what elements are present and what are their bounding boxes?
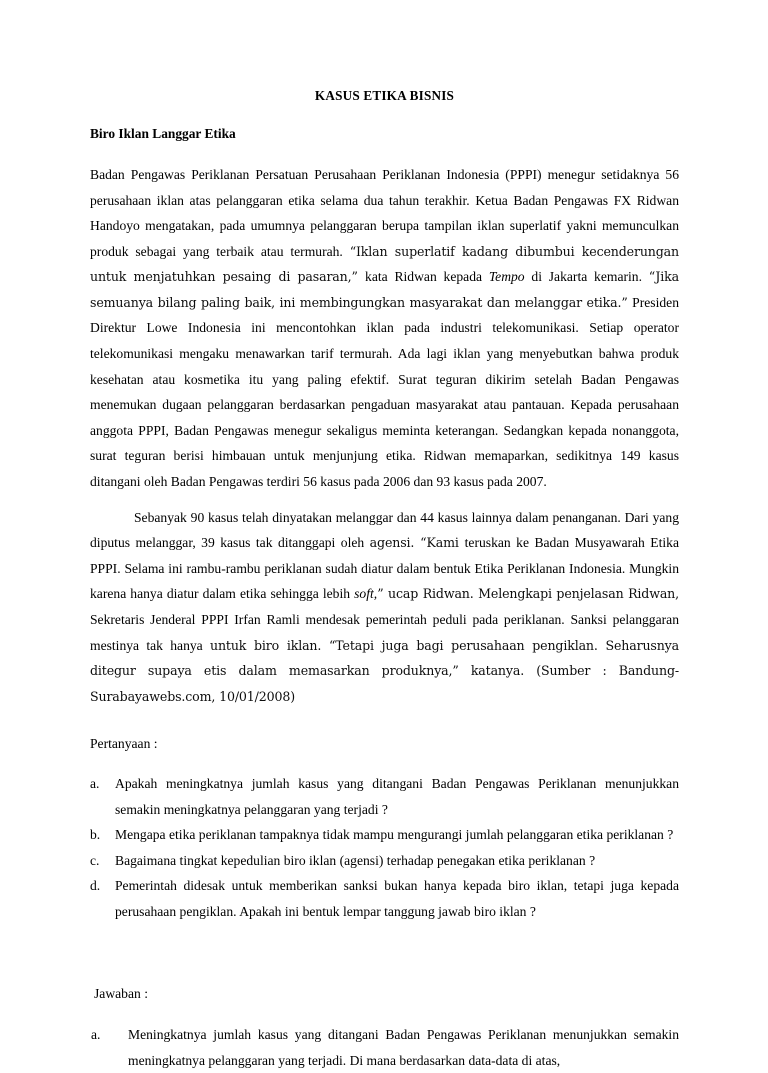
question-marker-c: c. xyxy=(90,852,100,868)
paragraph-2-run-7-source: untuk biro iklan. “Tetapi juga bagi perusahaan pengiklan. Seharusnya ditegur supaya etis dalam memasarkan produknya,” katanya. (Sumber : Bandung-Surabayawebs.com, 10/01/2008) xyxy=(90,637,680,704)
paragraph-1-quote-1: “Iklan superlatif kadang dibumbui kecenderungan untuk menjatuhkan pesaing di pasaran,” xyxy=(90,243,679,285)
question-marker-a: a. xyxy=(90,775,100,791)
answers-label: Jawaban : xyxy=(94,985,148,1001)
question-item-b xyxy=(90,822,679,848)
paragraph-1-run-5: di Jakarta kemarin. xyxy=(524,269,649,285)
answer-item-a xyxy=(90,1022,679,1073)
paragraph-1-run-3: kata Ridwan kepada xyxy=(365,269,489,285)
document-content xyxy=(90,88,679,1073)
question-text-d: Pemerintah didesak untuk memberikan sanksi bukan hanya kepada biro iklan, tetapi juga kepada perusahaan pengiklan. Apakah ini bentuk lempar tanggung jawab biro iklan ? xyxy=(115,878,679,919)
paragraph-2-run-5: ” ucap Ridwan. Melengkapi penjelasan Ridwan, xyxy=(377,586,679,602)
paragraph-1-run-7: Presiden Direktur Lowe Indonesia ini mencontohkan iklan pada industri telekomunikasi. Setiap operator telekomunikasi mengaku menawarkan tarif termurah. Ada lagi iklan yang menyebutkan bahwa produk kesehatan atau kosmetika itu yang paling efektif. Surat teguran dikirim setelah Badan Pengawas menemukan dugaan pelanggaran berdasarkan pengaduan masyarakat atau pantauan. Kepada perusahaan anggota PPPI, Badan Pengawas menegur sekaligus meminta keterangan. Sedangkan kepada nonanggota, surat teguran berisi himbauan untuk menjunjung etika. Ridwan memaparkan, sedikitnya 149 kasus ditangani oleh Badan Pengawas terdiri 56 kasus pada 2006 dan 93 kasus pada 2007. xyxy=(90,294,679,490)
paragraph-2-run-3: teruskan ke Badan Musyawarah Etika PPPI. Selama ini rambu-rambu periklanan sudah diatur dalam bentuk Etika Periklanan Indonesia. Mungkin karena hanya diatur dalam etika sehingga lebih xyxy=(90,535,679,602)
question-text-a: Apakah meningkatnya jumlah kasus yang ditangani Badan Pengawas Periklanan menunjukkan semakin meningkatnya pelanggaran yang terjadi ? xyxy=(115,775,679,817)
question-item-c xyxy=(90,848,679,874)
answers-list xyxy=(90,1022,679,1073)
section-heading: Biro Iklan Langgar Etika xyxy=(90,125,236,141)
paragraph-2 xyxy=(90,505,679,710)
question-item-a xyxy=(90,771,679,822)
paragraph-2-run-1: Sebanyak 90 kasus telah dinyatakan melanggar dan 44 kasus lainnya dalam penanganan. Dari yang diputus melanggar, 39 kasus tak ditanggapi oleh xyxy=(90,509,679,551)
answer-text-a: Meningkatnya jumlah kasus yang ditangani Badan Pengawas Periklanan menunjukkan semakin meningkatnya pelanggaran yang terjadi. Di mana berdasarkan data-data di atas, xyxy=(128,1027,679,1068)
question-text-c: Bagaimana tingkat kepedulian biro iklan (agensi) terhadap penegakan etika periklanan ? xyxy=(115,852,596,868)
question-marker-d: d. xyxy=(90,878,101,894)
paragraph-1-quote-2: “Jika semuanya bilang paling baik, ini membingungkan masyarakat dan melanggar etika.” xyxy=(90,269,679,310)
emphasis-soft: soft, xyxy=(354,586,378,602)
answer-marker-a: a. xyxy=(91,1027,101,1043)
question-marker-b: b. xyxy=(90,827,101,843)
paragraph-2-run-2: agensi. “Kami xyxy=(369,535,465,551)
page-title: KASUS ETIKA BISNIS xyxy=(314,88,455,103)
questions-label: Pertanyaan : xyxy=(90,736,158,752)
paragraph-2-run-6: Sekretaris Jenderal PPPI Irfan Ramli mendesak pemerintah peduli pada periklanan. Sanksi pelanggaran mestinya tak hanya xyxy=(90,612,679,653)
publication-name-tempo: Tempo xyxy=(488,269,525,285)
question-text-b: Mengapa etika periklanan tampaknya tidak mampu mengurangi jumlah pelanggaran etika periklanan ? xyxy=(115,827,674,843)
questions-list xyxy=(90,771,679,925)
paragraph-1 xyxy=(90,162,679,495)
paragraph-1-run-1: Badan Pengawas Periklanan Persatuan Perusahaan Periklanan Indonesia (PPPI) menegur setidaknya 56 perusahaan iklan atas pelanggaran etika selama dua tahun terakhir. Ketua Badan Pengawas FX Ridwan Handoyo mengatakan, pada umumnya pelanggaran berupa tampilan iklan superlatif yakni memunculkan produk sebagai yang terbaik atau termurah. xyxy=(90,166,679,259)
question-item-d xyxy=(90,873,679,924)
